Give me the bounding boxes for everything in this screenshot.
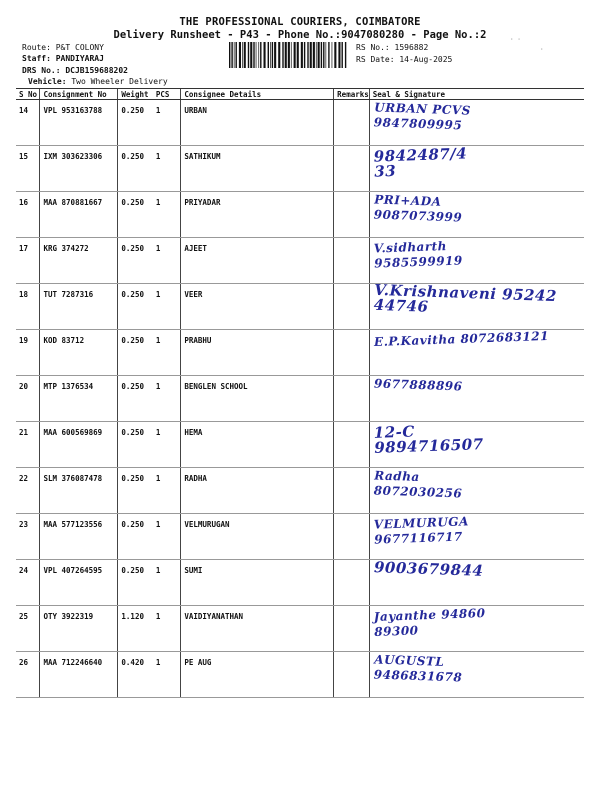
sno-cell: 14 — [16, 100, 40, 146]
remarks-cell — [334, 376, 370, 422]
remarks-cell — [334, 560, 370, 606]
consignee-cell: PE AUG — [181, 652, 334, 698]
handwritten-signature: 9842487/4 33 — [373, 144, 468, 181]
table-row — [16, 284, 584, 330]
consignee-cell: VAIDIYANATHAN — [181, 606, 334, 652]
rs-no-label: RS No.: — [356, 43, 390, 52]
weight-cell: 0.420 — [118, 652, 153, 698]
pcs-cell: 1 — [153, 284, 181, 330]
staff-label: Staff: — [22, 54, 51, 63]
document-subtitle: Delivery Runsheet - P43 - Phone No.:9047080280 - Page No.:2 — [113, 29, 487, 41]
handwritten-signature: PRI+ADA 9087073999 — [373, 192, 463, 225]
rs-date-value: 14-Aug-2025 — [399, 55, 453, 64]
pcs-cell: 1 — [153, 606, 181, 652]
sno-cell: 16 — [16, 192, 40, 238]
remarks-cell — [334, 606, 370, 652]
pcs-cell: 1 — [153, 468, 181, 514]
consignee-cell: SATHIKUM — [181, 146, 334, 192]
remarks-cell — [334, 330, 370, 376]
pcs-cell: 1 — [153, 422, 181, 468]
table-row — [16, 376, 584, 422]
sno-cell: 21 — [16, 422, 40, 468]
signature-cell — [369, 560, 584, 606]
route-label: Route: — [22, 43, 51, 52]
remarks-cell — [334, 652, 370, 698]
consignee-cell: SUMI — [181, 560, 334, 606]
col-signature: Seal & Signature — [369, 89, 584, 100]
table-row — [16, 192, 584, 238]
pcs-cell: 1 — [153, 146, 181, 192]
remarks-cell — [334, 100, 370, 146]
rs-no-line — [356, 42, 428, 53]
scan-speck: · · — [510, 36, 521, 43]
signature-cell — [369, 376, 584, 422]
col-consignee: Consignee Details — [181, 89, 334, 100]
col-weight: Weight — [118, 89, 153, 100]
signature-cell — [369, 468, 584, 514]
vehicle-line — [28, 76, 168, 87]
runsheet-table — [16, 88, 584, 698]
table-row — [16, 468, 584, 514]
table-header-row — [16, 89, 584, 100]
handwritten-signature: AUGUSTL 9486831678 — [373, 652, 463, 685]
signature-cell — [369, 192, 584, 238]
consignment-cell: TUT 7287316 — [40, 284, 118, 330]
table-row — [16, 422, 584, 468]
consignment-cell: KRG 374272 — [40, 238, 118, 284]
sno-cell: 24 — [16, 560, 40, 606]
col-sno: S No — [16, 89, 40, 100]
signature-cell — [369, 514, 584, 560]
consignment-cell: KOD 83712 — [40, 330, 118, 376]
sno-cell: 25 — [16, 606, 40, 652]
handwritten-signature: 12-C 9894716507 — [373, 422, 484, 457]
rs-date-label: RS Date: — [356, 55, 395, 64]
pcs-cell: 1 — [153, 376, 181, 422]
remarks-cell — [334, 514, 370, 560]
weight-cell: 0.250 — [118, 100, 153, 146]
weight-cell: 0.250 — [118, 560, 153, 606]
handwritten-signature: 9677888896 — [373, 376, 463, 394]
consignment-cell: MTP 1376534 — [40, 376, 118, 422]
consignment-cell: MAA 600569869 — [40, 422, 118, 468]
pcs-cell: 1 — [153, 192, 181, 238]
sno-cell: 19 — [16, 330, 40, 376]
staff-value: PANDIYARAJ — [55, 54, 104, 63]
handwritten-signature: URBAN PCVS 9847809995 — [373, 100, 471, 133]
table-row — [16, 238, 584, 284]
consignee-cell: BENGLEN SCHOOL — [181, 376, 334, 422]
consignee-cell: HEMA — [181, 422, 334, 468]
weight-cell: 0.250 — [118, 468, 153, 514]
vehicle-label: Vehicle: — [28, 77, 67, 86]
consignment-cell: OTY 3922319 — [40, 606, 118, 652]
consignment-cell: MAA 712246640 — [40, 652, 118, 698]
table-row — [16, 652, 584, 698]
route-line — [22, 42, 104, 53]
remarks-cell — [334, 192, 370, 238]
pcs-cell: 1 — [153, 652, 181, 698]
sno-cell: 22 — [16, 468, 40, 514]
handwritten-signature: Jayanthe 94860 89300 — [373, 606, 486, 639]
sno-cell: 15 — [16, 146, 40, 192]
rs-date-line — [356, 54, 452, 65]
route-value: P&T COLONY — [55, 43, 104, 52]
consignment-cell: MAA 870881667 — [40, 192, 118, 238]
sno-cell: 20 — [16, 376, 40, 422]
document-title: THE PROFESSIONAL COURIERS, COIMBATORE — [179, 16, 421, 28]
weight-cell: 0.250 — [118, 376, 153, 422]
weight-cell: 0.250 — [118, 146, 153, 192]
consignment-cell: SLM 376087478 — [40, 468, 118, 514]
col-consignment: Consignment No — [40, 89, 118, 100]
drs-line — [22, 65, 128, 76]
consignee-cell: VELMURUGAN — [181, 514, 334, 560]
table-row — [16, 146, 584, 192]
weight-cell: 1.120 — [118, 606, 153, 652]
handwritten-signature: V.sidharth 9585599919 — [373, 238, 463, 271]
sno-cell: 17 — [16, 238, 40, 284]
signature-cell — [369, 422, 584, 468]
signature-cell — [369, 280, 584, 330]
pcs-cell: 1 — [153, 238, 181, 284]
consignment-cell: VPL 953163788 — [40, 100, 118, 146]
remarks-cell — [334, 468, 370, 514]
remarks-cell — [334, 146, 370, 192]
consignee-cell: AJEET — [181, 238, 334, 284]
table-row — [16, 560, 584, 606]
col-pcs: PCS — [153, 89, 181, 100]
sno-cell: 26 — [16, 652, 40, 698]
table-row — [16, 514, 584, 560]
sno-cell: 23 — [16, 514, 40, 560]
pcs-cell: 1 — [153, 100, 181, 146]
weight-cell: 0.250 — [118, 330, 153, 376]
handwritten-signature: E.P.Kavitha 8072683121 — [373, 328, 549, 350]
weight-cell: 0.250 — [118, 238, 153, 284]
remarks-cell — [334, 238, 370, 284]
signature-cell — [369, 146, 584, 192]
sno-cell: 18 — [16, 284, 40, 330]
weight-cell: 0.250 — [118, 192, 153, 238]
remarks-cell — [334, 284, 370, 330]
table-row — [16, 100, 584, 146]
scan-speck: · — [540, 46, 544, 53]
table-row — [16, 606, 584, 652]
weight-cell: 0.250 — [118, 284, 153, 330]
staff-line — [22, 53, 104, 64]
pcs-cell: 1 — [153, 514, 181, 560]
consignment-cell: VPL 407264595 — [40, 560, 118, 606]
vehicle-value: Two Wheeler Delivery — [71, 77, 168, 86]
table-row — [16, 330, 584, 376]
pcs-cell: 1 — [153, 330, 181, 376]
signature-cell — [369, 652, 584, 698]
remarks-cell — [334, 422, 370, 468]
drs-label: DRS No.: — [22, 66, 61, 75]
handwritten-signature: VELMURUGA 9677116717 — [373, 514, 469, 547]
consignment-cell: IXM 303623306 — [40, 146, 118, 192]
handwritten-signature: 9003679844 — [373, 558, 484, 580]
signature-cell — [369, 330, 584, 376]
col-remarks: Remarks — [334, 89, 370, 100]
consignee-cell: VEER — [181, 284, 334, 330]
handwritten-signature: V.Krishnaveni 95242 44746 — [373, 280, 557, 316]
barcode-image — [229, 42, 349, 68]
signature-cell — [369, 238, 584, 284]
pcs-cell: 1 — [153, 560, 181, 606]
drs-value: DCJB159688202 — [65, 66, 128, 75]
weight-cell: 0.250 — [118, 422, 153, 468]
handwritten-signature: Radha 8072030256 — [373, 468, 463, 501]
signature-cell — [369, 606, 584, 652]
rs-no-value: 1596882 — [394, 43, 429, 52]
consignment-cell: MAA 577123556 — [40, 514, 118, 560]
consignee-cell: RADHA — [181, 468, 334, 514]
consignee-cell: PRABHU — [181, 330, 334, 376]
consignee-cell: URBAN — [181, 100, 334, 146]
signature-cell — [369, 100, 584, 146]
weight-cell: 0.250 — [118, 514, 153, 560]
consignee-cell: PRIYADAR — [181, 192, 334, 238]
